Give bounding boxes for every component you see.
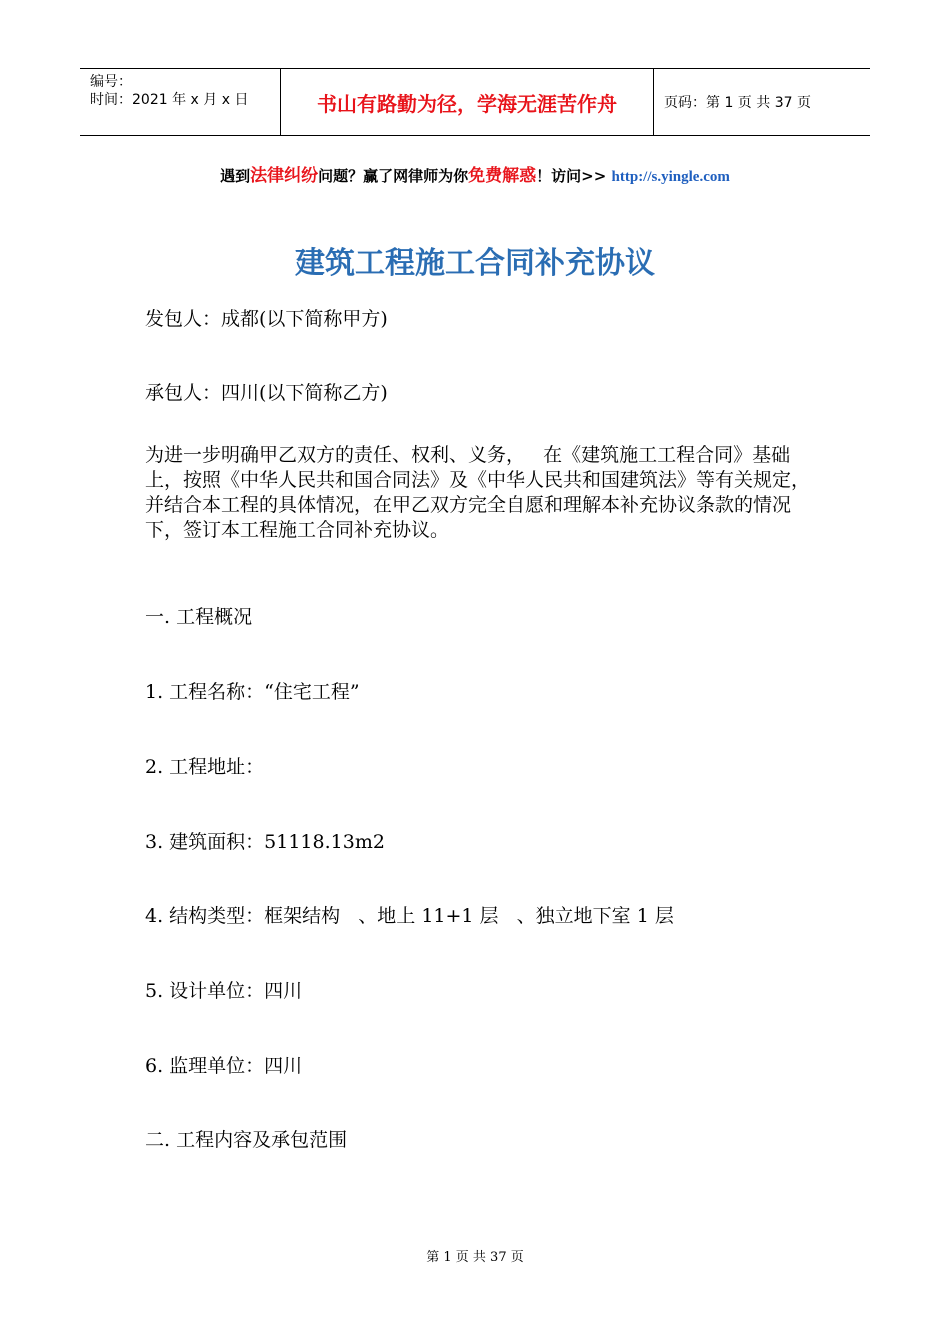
intro-paragraph: 为进一步明确甲乙双方的责任、权利、义务， 在《建筑施工工程合同》基础上，按照《中华人民共和国合同法》及《中华人民共和国建筑法》等有关规定，并结合本工程的具体情况，在甲乙双方完全自愿和理解本补充协议条款的情况下，签订本工程施工合同补充协议。 [145,444,811,541]
header-table [80,68,870,136]
page-footer: 第 1 页 共 37 页 [426,1250,524,1265]
promo-link[interactable]: http://s.yingle.com [611,169,730,185]
item-floor-area: 3. 建筑面积：51118.13m2 [145,831,385,853]
item-structure-type: 4. 结构类型：框架结构 、地上 11+1 层 、独立地下室 1 层 [145,905,674,927]
header-motto: 书山有路勤为径，学海无涯苦作舟 [281,69,654,135]
item-design-unit: 5. 设计单位：四川 [145,980,303,1002]
item-supervision-unit: 6. 监理单位：四川 [145,1055,303,1077]
promo-text-1: 遇到 [220,167,251,185]
document-title: 建筑工程施工合同补充协议 [295,246,655,281]
employer-line: 发包人：成都(以下简称甲方) [145,308,388,330]
contractor-line: 承包人：四川(以下简称乙方) [145,382,388,404]
promo-text-3: ！访问>> [536,167,612,185]
section-heading-1: 一. 工程概况 [145,606,253,628]
promo-highlight-free: 免费解惑 [468,166,537,186]
header-page-info: 页码：第 1 页 共 37 页 [664,95,811,111]
item-project-name: 1. 工程名称：“住宅工程” [145,681,360,703]
promo-text-2: 问题？赢了网律师为你 [318,167,469,185]
promo-banner [0,161,950,186]
serial-label: 编号： [90,74,132,90]
item-project-address: 2. 工程地址： [145,756,265,778]
section-heading-2: 二. 工程内容及承包范围 [145,1129,348,1151]
time-label: 时间：2021 年 x 月 x 日 [90,92,249,108]
promo-highlight-legal: 法律纠纷 [250,166,319,186]
header-meta [80,69,281,135]
